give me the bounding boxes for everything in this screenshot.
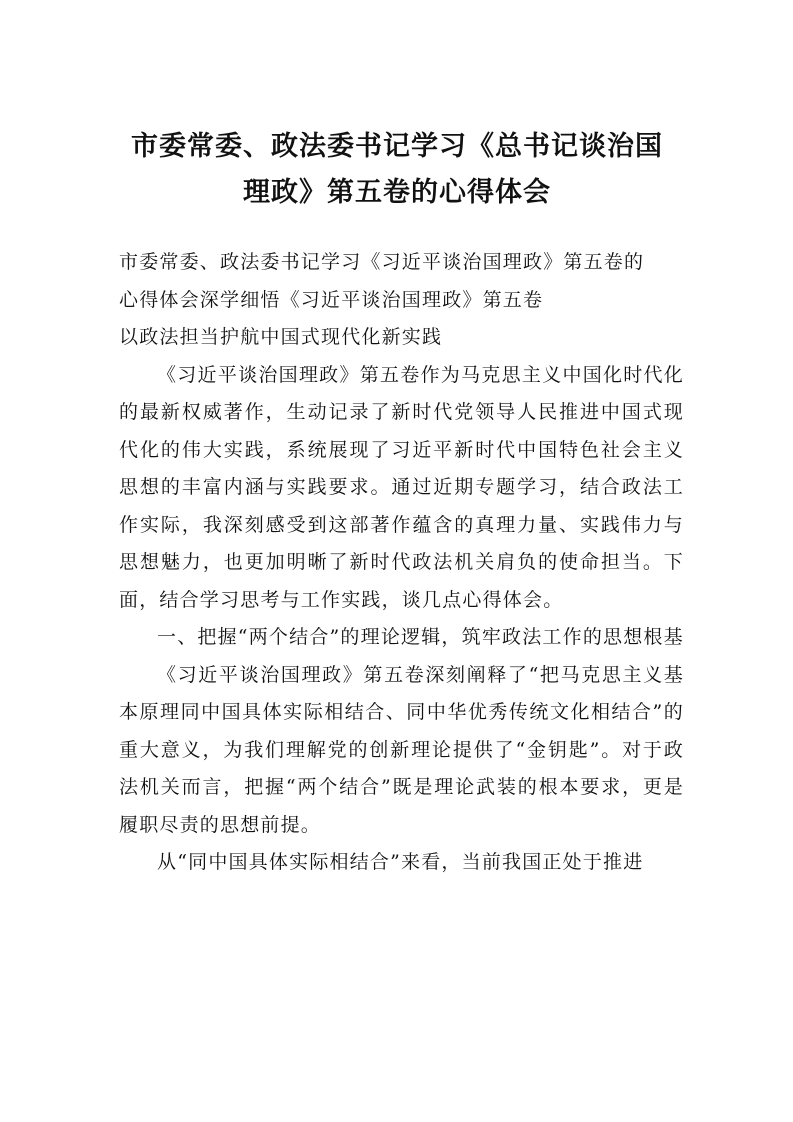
intro-line-2: 心得体会深学细悟《习近平谈治国理政》第五卷 [119,288,544,311]
document-body [119,244,684,882]
title-line-2: 理政》第五卷的心得体会 [243,177,551,208]
title-line-1: 市委常委、政法委书记学习《总书记谈治国 [131,131,663,162]
paragraph-3: 从“同中国具体实际相结合”来看，当前我国正处于推进 [157,851,644,873]
section-heading-1: 一、把握“两个结合”的理论逻辑，筑牢政法工作的思想根基 [157,626,684,648]
intro-line-3: 以政法担当护航中国式现代化新实践 [119,326,443,348]
document-title [112,124,682,216]
paragraph-1: 《习近平谈治国理政》第五卷作为马克思主义中国化时代化的最新权威著作，生动记录了新时代党领导人民推进中国式现代化的伟大实践，系统展现了习近平新时代中国特色社会主义思想的丰富内涵与实践要求。通过近期专题学习，结合政法工作实际，我深刻感受到这部著作蕴含的真理力量、实践伟力与思想魅力，也更加明晰了新时代政法机关肩负的使命担当。下面，结合学习思考与工作实践，谈几点心得体会。 [119,363,684,611]
paragraph-2: 《习近平谈治国理政》第五卷深刻阐释了“把马克思主义基本原理同中国具体实际相结合、同中华优秀传统文化相结合”的重大意义，为我们理解党的创新理论提供了“金钥匙”。对于政法机关而言，把握“两个结合”既是理论武装的根本要求，更是履职尽责的思想前提。 [119,663,684,836]
intro-line-1: 市委常委、政法委书记学习《习近平谈治国理政》第五卷的 [119,251,645,273]
